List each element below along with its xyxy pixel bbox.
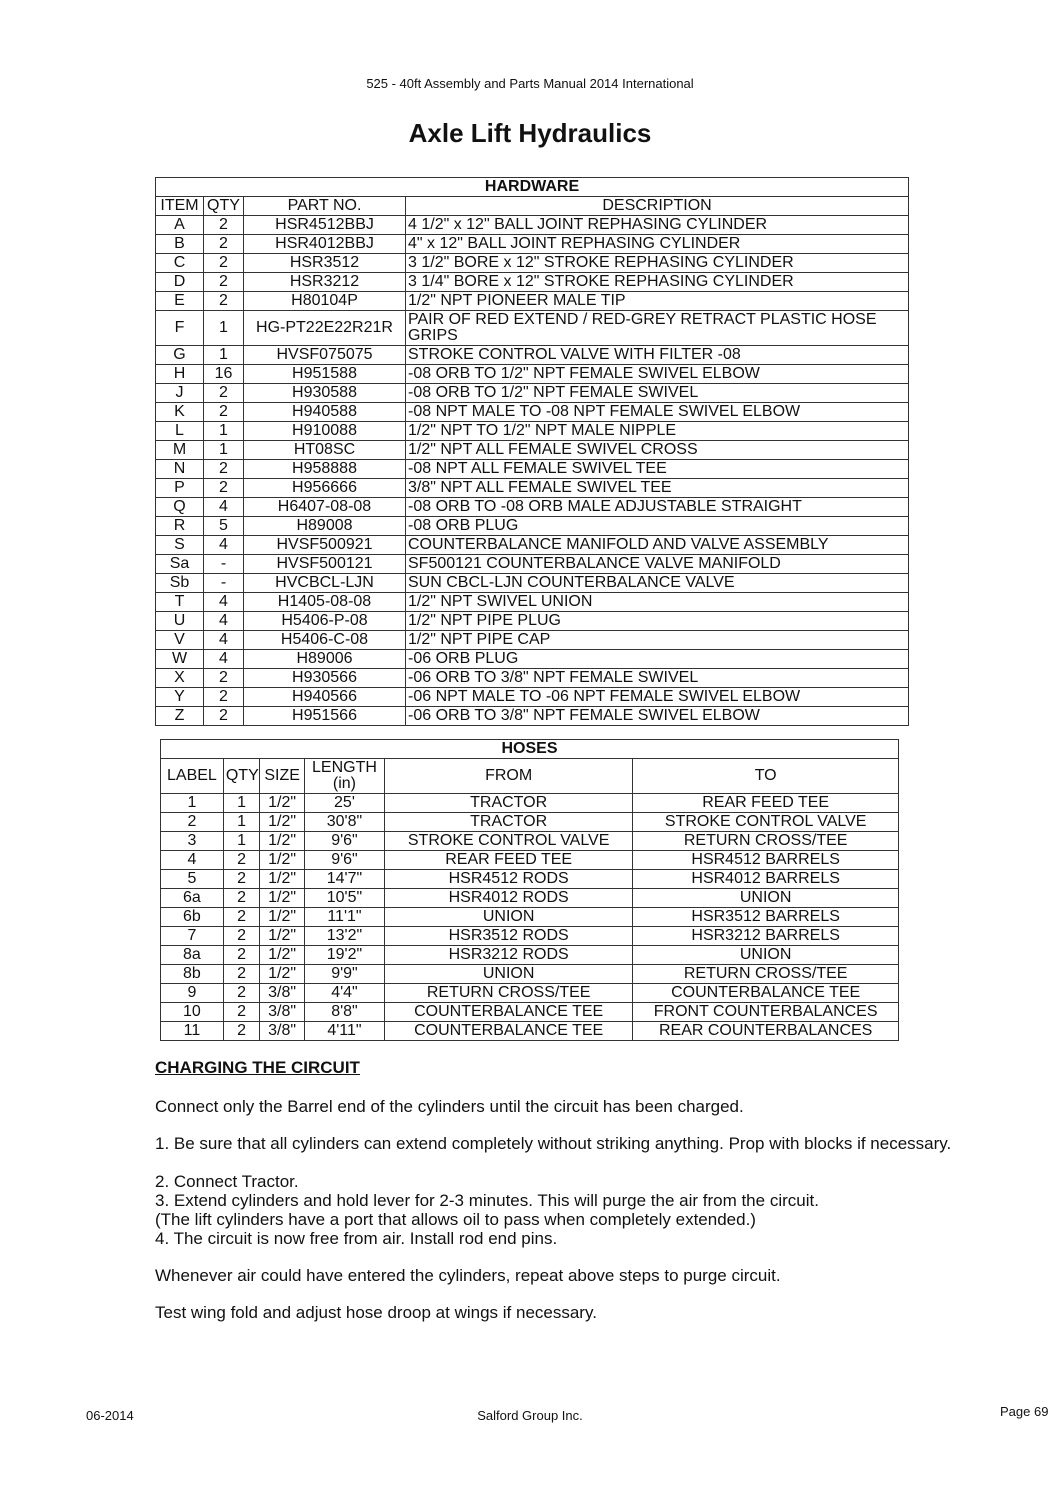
- table-row: [156, 669, 909, 688]
- qty-cell: 2: [223, 1022, 259, 1041]
- from-cell: COUNTERBALANCE TEE: [384, 1022, 632, 1041]
- table-row: [156, 612, 909, 631]
- footer-date: 06-2014: [86, 1408, 134, 1423]
- from-cell: COUNTERBALANCE TEE: [384, 1003, 632, 1022]
- column-header-description: DESCRIPTION: [406, 197, 909, 216]
- from-cell: HSR4512 RODS: [384, 870, 632, 889]
- charging-step-2: 2. Connect Tractor.: [155, 1172, 299, 1191]
- to-cell: UNION: [633, 889, 899, 908]
- qty-cell: 1: [223, 832, 259, 851]
- charging-heading: CHARGING THE CIRCUIT: [155, 1058, 360, 1077]
- repeat-note: Whenever air could have entered the cylinders, repeat above steps to purge circuit.: [155, 1266, 781, 1285]
- from-cell: STROKE CONTROL VALVE: [384, 832, 632, 851]
- item-cell: W: [156, 650, 204, 669]
- qty-cell: 2: [204, 460, 244, 479]
- qty-cell: 2: [204, 479, 244, 498]
- part-no-cell: H5406-C-08: [244, 631, 406, 650]
- part-no-cell: H89006: [244, 650, 406, 669]
- qty-cell: 2: [223, 984, 259, 1003]
- description-cell: 3/8" NPT ALL FEMALE SWIVEL TEE: [406, 479, 909, 498]
- manual-header: 525 - 40ft Assembly and Parts Manual 2014 International: [366, 76, 694, 91]
- charging-step-3-note: (The lift cylinders have a port that allows oil to pass when completely extended.): [155, 1210, 756, 1229]
- item-cell: J: [156, 384, 204, 403]
- table-row: [161, 908, 899, 927]
- part-no-cell: H940566: [244, 688, 406, 707]
- qty-cell: 4: [204, 498, 244, 517]
- description-cell: SF500121 COUNTERBALANCE VALVE MANIFOLD: [406, 555, 909, 574]
- from-cell: UNION: [384, 965, 632, 984]
- table-row: [156, 498, 909, 517]
- qty-cell: 2: [204, 669, 244, 688]
- table-row: [156, 441, 909, 460]
- qty-cell: 1: [204, 311, 244, 346]
- qty-cell: 2: [204, 235, 244, 254]
- length-cell: 11'1": [304, 908, 384, 927]
- size-cell: 1/2": [260, 946, 305, 965]
- from-cell: UNION: [384, 908, 632, 927]
- table-row: [156, 403, 909, 422]
- description-cell: -08 ORB TO -08 ORB MALE ADJUSTABLE STRAIGHT: [406, 498, 909, 517]
- qty-cell: 2: [223, 965, 259, 984]
- size-cell: 3/8": [260, 1022, 305, 1041]
- size-cell: 1/2": [260, 813, 305, 832]
- size-cell: 1/2": [260, 908, 305, 927]
- label-cell: 2: [161, 813, 224, 832]
- part-no-cell: HT08SC: [244, 441, 406, 460]
- column-header-to: TO: [633, 759, 899, 794]
- item-cell: U: [156, 612, 204, 631]
- table-row: [156, 254, 909, 273]
- qty-cell: 2: [204, 707, 244, 726]
- length-cell: 14'7": [304, 870, 384, 889]
- to-cell: HSR4512 BARRELS: [633, 851, 899, 870]
- part-no-cell: H5406-P-08: [244, 612, 406, 631]
- length-cell: 8'8": [304, 1003, 384, 1022]
- part-no-cell: HVSF500921: [244, 536, 406, 555]
- from-cell: TRACTOR: [384, 813, 632, 832]
- table-row: [156, 422, 909, 441]
- table-row: [156, 688, 909, 707]
- item-cell: R: [156, 517, 204, 536]
- item-cell: A: [156, 216, 204, 235]
- size-cell: 1/2": [260, 870, 305, 889]
- description-cell: -08 ORB TO 1/2" NPT FEMALE SWIVEL ELBOW: [406, 365, 909, 384]
- item-cell: H: [156, 365, 204, 384]
- table-row: [161, 794, 899, 813]
- part-no-cell: HG-PT22E22R21R: [244, 311, 406, 346]
- part-no-cell: H910088: [244, 422, 406, 441]
- qty-cell: 1: [204, 441, 244, 460]
- column-header-length: LENGTH (in): [304, 759, 384, 794]
- label-cell: 11: [161, 1022, 224, 1041]
- qty-cell: 4: [204, 631, 244, 650]
- description-cell: STROKE CONTROL VALVE WITH FILTER -08: [406, 346, 909, 365]
- description-cell: 1/2" NPT PIONEER MALE TIP: [406, 292, 909, 311]
- qty-cell: 16: [204, 365, 244, 384]
- description-cell: 4 1/2" x 12" BALL JOINT REPHASING CYLINDER: [406, 216, 909, 235]
- table-row: [161, 946, 899, 965]
- description-cell: -06 ORB TO 3/8" NPT FEMALE SWIVEL: [406, 669, 909, 688]
- part-no-cell: HSR3212: [244, 273, 406, 292]
- item-cell: Q: [156, 498, 204, 517]
- charging-step-3: 3. Extend cylinders and hold lever for 2-3 minutes. This will purge the air from the circuit.: [155, 1191, 819, 1210]
- length-cell: 4'4": [304, 984, 384, 1003]
- table-row: [156, 216, 909, 235]
- size-cell: 3/8": [260, 1003, 305, 1022]
- part-no-cell: H956666: [244, 479, 406, 498]
- qty-cell: 2: [204, 273, 244, 292]
- hardware-title: HARDWARE: [156, 178, 909, 197]
- part-no-cell: H958888: [244, 460, 406, 479]
- part-no-cell: HVSF075075: [244, 346, 406, 365]
- length-cell: 9'6": [304, 832, 384, 851]
- description-cell: -08 ORB TO 1/2" NPT FEMALE SWIVEL: [406, 384, 909, 403]
- item-cell: N: [156, 460, 204, 479]
- table-row: [156, 384, 909, 403]
- item-cell: F: [156, 311, 204, 346]
- table-row: [156, 593, 909, 612]
- part-no-cell: HSR4512BBJ: [244, 216, 406, 235]
- item-cell: M: [156, 441, 204, 460]
- size-cell: 3/8": [260, 984, 305, 1003]
- qty-cell: 4: [204, 536, 244, 555]
- qty-cell: 4: [204, 593, 244, 612]
- description-cell: -06 ORB PLUG: [406, 650, 909, 669]
- qty-cell: 1: [223, 794, 259, 813]
- item-cell: L: [156, 422, 204, 441]
- from-cell: HSR3212 RODS: [384, 946, 632, 965]
- item-cell: Z: [156, 707, 204, 726]
- description-cell: -06 ORB TO 3/8" NPT FEMALE SWIVEL ELBOW: [406, 707, 909, 726]
- description-cell: PAIR OF RED EXTEND / RED-GREY RETRACT PLASTIC HOSE GRIPS: [406, 311, 909, 346]
- item-cell: X: [156, 669, 204, 688]
- part-no-cell: H951566: [244, 707, 406, 726]
- qty-cell: 2: [223, 889, 259, 908]
- description-cell: -08 NPT MALE TO -08 NPT FEMALE SWIVEL ELBOW: [406, 403, 909, 422]
- part-no-cell: HSR4012BBJ: [244, 235, 406, 254]
- description-cell: 1/2" NPT SWIVEL UNION: [406, 593, 909, 612]
- to-cell: REAR FEED TEE: [633, 794, 899, 813]
- part-no-cell: H89008: [244, 517, 406, 536]
- table-row: [156, 365, 909, 384]
- item-cell: P: [156, 479, 204, 498]
- column-header-label: LABEL: [161, 759, 224, 794]
- item-cell: K: [156, 403, 204, 422]
- size-cell: 1/2": [260, 889, 305, 908]
- qty-cell: 2: [204, 216, 244, 235]
- part-no-cell: H1405-08-08: [244, 593, 406, 612]
- from-cell: HSR3512 RODS: [384, 927, 632, 946]
- item-cell: Sb: [156, 574, 204, 593]
- item-cell: Sa: [156, 555, 204, 574]
- description-cell: -08 ORB PLUG: [406, 517, 909, 536]
- qty-cell: 1: [204, 346, 244, 365]
- qty-cell: 1: [204, 422, 244, 441]
- from-cell: RETURN CROSS/TEE: [384, 984, 632, 1003]
- part-no-cell: H930588: [244, 384, 406, 403]
- column-header-qty: QTY: [204, 197, 244, 216]
- column-header-from: FROM: [384, 759, 632, 794]
- length-cell: 30'8": [304, 813, 384, 832]
- table-row: [161, 813, 899, 832]
- hoses-table: [160, 739, 899, 1041]
- item-cell: B: [156, 235, 204, 254]
- charging-step-1: 1. Be sure that all cylinders can extend completely without striking anything. Prop with blocks if necessary.: [155, 1134, 952, 1153]
- table-row: [161, 889, 899, 908]
- part-no-cell: H6407-08-08: [244, 498, 406, 517]
- table-row: [156, 631, 909, 650]
- item-cell: T: [156, 593, 204, 612]
- description-cell: 4" x 12" BALL JOINT REPHASING CYLINDER: [406, 235, 909, 254]
- table-row: [161, 984, 899, 1003]
- part-no-cell: H951588: [244, 365, 406, 384]
- qty-cell: 2: [204, 292, 244, 311]
- label-cell: 1: [161, 794, 224, 813]
- column-header-item: ITEM: [156, 197, 204, 216]
- label-cell: 5: [161, 870, 224, 889]
- column-header-size: SIZE: [260, 759, 305, 794]
- qty-cell: -: [204, 574, 244, 593]
- description-cell: 3 1/2" BORE x 12" STROKE REPHASING CYLINDER: [406, 254, 909, 273]
- description-cell: COUNTERBALANCE MANIFOLD AND VALVE ASSEMBLY: [406, 536, 909, 555]
- table-row: [161, 965, 899, 984]
- table-row: [156, 346, 909, 365]
- label-cell: 9: [161, 984, 224, 1003]
- qty-cell: 5: [204, 517, 244, 536]
- column-header-part-no: PART NO.: [244, 197, 406, 216]
- description-cell: 1/2" NPT PIPE CAP: [406, 631, 909, 650]
- label-cell: 4: [161, 851, 224, 870]
- table-row: [161, 927, 899, 946]
- label-cell: 6a: [161, 889, 224, 908]
- part-no-cell: HVCBCL-LJN: [244, 574, 406, 593]
- length-cell: 19'2": [304, 946, 384, 965]
- description-cell: 1/2" NPT PIPE PLUG: [406, 612, 909, 631]
- to-cell: HSR3212 BARRELS: [633, 927, 899, 946]
- description-cell: -06 NPT MALE TO -06 NPT FEMALE SWIVEL ELBOW: [406, 688, 909, 707]
- qty-cell: 2: [223, 946, 259, 965]
- qty-cell: 2: [223, 851, 259, 870]
- table-row: [156, 555, 909, 574]
- label-cell: 6b: [161, 908, 224, 927]
- part-no-cell: H80104P: [244, 292, 406, 311]
- table-row: [156, 311, 909, 346]
- part-no-cell: H940588: [244, 403, 406, 422]
- size-cell: 1/2": [260, 927, 305, 946]
- length-cell: 9'9": [304, 965, 384, 984]
- to-cell: COUNTERBALANCE TEE: [633, 984, 899, 1003]
- qty-cell: 1: [223, 813, 259, 832]
- table-row: [161, 832, 899, 851]
- part-no-cell: HSR3512: [244, 254, 406, 273]
- length-cell: 9'6": [304, 851, 384, 870]
- to-cell: UNION: [633, 946, 899, 965]
- label-cell: 8b: [161, 965, 224, 984]
- test-note: Test wing fold and adjust hose droop at wings if necessary.: [155, 1303, 597, 1322]
- item-cell: C: [156, 254, 204, 273]
- hoses-title: HOSES: [161, 740, 899, 759]
- qty-cell: 2: [223, 1003, 259, 1022]
- size-cell: 1/2": [260, 851, 305, 870]
- length-cell: 4'11": [304, 1022, 384, 1041]
- table-row: [156, 235, 909, 254]
- table-row: [161, 851, 899, 870]
- qty-cell: 2: [223, 927, 259, 946]
- to-cell: RETURN CROSS/TEE: [633, 832, 899, 851]
- table-row: [156, 536, 909, 555]
- description-cell: 1/2" NPT TO 1/2" NPT MALE NIPPLE: [406, 422, 909, 441]
- length-cell: 13'2": [304, 927, 384, 946]
- footer-page-number: Page 69: [1000, 1404, 1049, 1419]
- description-cell: -08 NPT ALL FEMALE SWIVEL TEE: [406, 460, 909, 479]
- item-cell: G: [156, 346, 204, 365]
- column-header-qty: QTY: [223, 759, 259, 794]
- part-no-cell: H930566: [244, 669, 406, 688]
- qty-cell: 2: [204, 384, 244, 403]
- label-cell: 3: [161, 832, 224, 851]
- table-row: [156, 460, 909, 479]
- qty-cell: 4: [204, 612, 244, 631]
- length-cell: 25': [304, 794, 384, 813]
- label-cell: 10: [161, 1003, 224, 1022]
- item-cell: D: [156, 273, 204, 292]
- to-cell: HSR4012 BARRELS: [633, 870, 899, 889]
- label-cell: 8a: [161, 946, 224, 965]
- qty-cell: 2: [223, 870, 259, 889]
- from-cell: TRACTOR: [384, 794, 632, 813]
- charging-step-4: 4. The circuit is now free from air. Install rod end pins.: [155, 1229, 558, 1248]
- item-cell: Y: [156, 688, 204, 707]
- table-row: [161, 1003, 899, 1022]
- table-row: [156, 273, 909, 292]
- table-row: [156, 292, 909, 311]
- qty-cell: 2: [204, 254, 244, 273]
- table-row: [156, 479, 909, 498]
- table-row: [161, 870, 899, 889]
- table-row: [161, 1022, 899, 1041]
- description-cell: SUN CBCL-LJN COUNTERBALANCE VALVE: [406, 574, 909, 593]
- qty-cell: 2: [204, 403, 244, 422]
- from-cell: REAR FEED TEE: [384, 851, 632, 870]
- qty-cell: 4: [204, 650, 244, 669]
- table-row: [156, 574, 909, 593]
- page-title: Axle Lift Hydraulics: [408, 118, 652, 148]
- item-cell: S: [156, 536, 204, 555]
- qty-cell: 2: [204, 688, 244, 707]
- to-cell: REAR COUNTERBALANCES: [633, 1022, 899, 1041]
- table-row: [156, 650, 909, 669]
- item-cell: V: [156, 631, 204, 650]
- from-cell: HSR4012 RODS: [384, 889, 632, 908]
- qty-cell: -: [204, 555, 244, 574]
- item-cell: E: [156, 292, 204, 311]
- size-cell: 1/2": [260, 832, 305, 851]
- label-cell: 7: [161, 927, 224, 946]
- description-cell: 1/2" NPT ALL FEMALE SWIVEL CROSS: [406, 441, 909, 460]
- table-row: [156, 517, 909, 536]
- length-cell: 10'5": [304, 889, 384, 908]
- description-cell: 3 1/4" BORE x 12" STROKE REPHASING CYLINDER: [406, 273, 909, 292]
- to-cell: HSR3512 BARRELS: [633, 908, 899, 927]
- part-no-cell: HVSF500121: [244, 555, 406, 574]
- to-cell: STROKE CONTROL VALVE: [633, 813, 899, 832]
- table-row: [156, 707, 909, 726]
- qty-cell: 2: [223, 908, 259, 927]
- hardware-table: [155, 177, 909, 726]
- charging-intro: Connect only the Barrel end of the cylinders until the circuit has been charged.: [155, 1097, 744, 1116]
- to-cell: FRONT COUNTERBALANCES: [633, 1003, 899, 1022]
- size-cell: 1/2": [260, 965, 305, 984]
- to-cell: RETURN CROSS/TEE: [633, 965, 899, 984]
- size-cell: 1/2": [260, 794, 305, 813]
- footer-company: Salford Group Inc.: [477, 1408, 583, 1423]
